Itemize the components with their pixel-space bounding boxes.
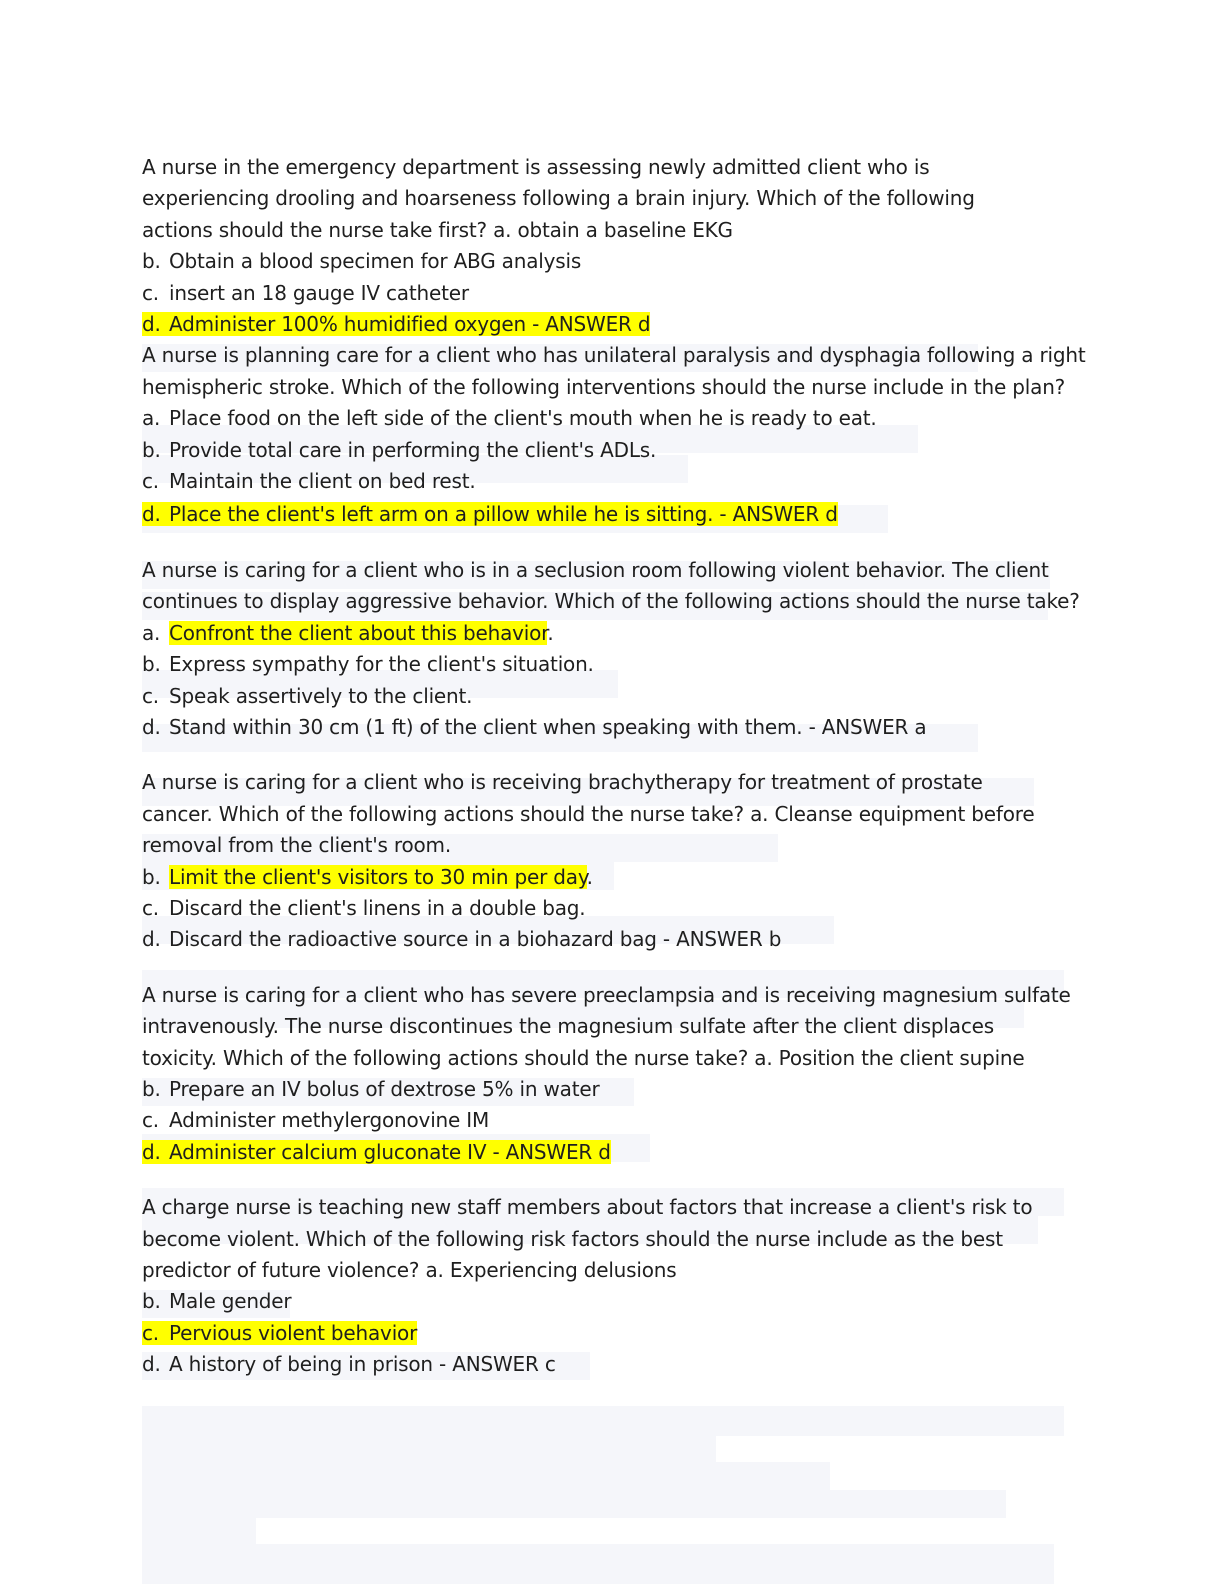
question-text-line: A charge nurse is teaching new staff members about factors that increase a client's risk to — [142, 1195, 1033, 1220]
shade-block — [142, 1436, 716, 1464]
document-body — [142, 152, 1086, 1381]
option-c: c. Speak assertively to the client. — [142, 683, 473, 708]
option-b: b. Prepare an IV bolus of dextrose 5% in water — [142, 1076, 600, 1101]
question-3 — [142, 555, 1082, 743]
question-text-line: A nurse is caring for a client who is receiving brachytherapy for treatment of prostate — [142, 770, 983, 795]
shade-block — [142, 1406, 1064, 1436]
option-b: b. Obtain a blood specimen for ABG analysis — [142, 249, 582, 274]
option-d-answer: d. Administer 100% humidified oxygen - ANSWER d — [142, 312, 651, 337]
shade-block — [142, 1462, 830, 1490]
question-text-line: hemispheric stroke. Which of the following interventions should the nurse include in the plan? — [142, 374, 1066, 399]
question-text-line: A nurse is caring for a client who has severe preeclampsia and is receiving magnesium sulfate — [142, 982, 1071, 1007]
option-d: d. Discard the radioactive source in a biohazard bag - ANSWER b — [142, 927, 782, 952]
shade-block — [142, 1544, 1054, 1584]
option-c: c. Administer methylergonovine IM — [142, 1108, 490, 1133]
question-1 — [142, 152, 1082, 340]
option-a: a. Place food on the left side of the client's mouth when he is ready to eat. — [142, 406, 877, 431]
option-c: c. Maintain the client on bed rest. — [142, 469, 476, 494]
option-d: d. A history of being in prison - ANSWER c — [142, 1352, 556, 1377]
question-5 — [142, 980, 1082, 1168]
question-4 — [142, 767, 1082, 955]
question-text-line: continues to display aggressive behavior. Which of the following actions should the nurse take? — [142, 589, 1080, 614]
option-d-answer: d. Administer calcium gluconate IV - ANSWER d — [142, 1139, 611, 1164]
option-d-answer: d. Place the client's left arm on a pillow while he is sitting. - ANSWER d — [142, 502, 838, 527]
option-c: c. Discard the client's linens in a double bag. — [142, 895, 586, 920]
question-text-line: A nurse is planning care for a client who has unilateral paralysis and dysphagia following a right — [142, 343, 1086, 368]
option-b: b. Limit the client's visitors to 30 min per day. — [142, 864, 593, 889]
question-text-line: A nurse in the emergency department is assessing newly admitted client who is — [142, 155, 930, 179]
question-text-line: toxicity. Which of the following actions should the nurse take? a. Position the client supine — [142, 1045, 1025, 1070]
option-d: d. Stand within 30 cm (1 ft) of the client when speaking with them. - ANSWER a — [142, 714, 927, 739]
question-text-line: intravenously. The nurse discontinues the magnesium sulfate after the client displaces — [142, 1014, 994, 1039]
question-6 — [142, 1192, 1082, 1380]
question-text-line: A nurse is caring for a client who is in a seclusion room following violent behavior. The client — [142, 557, 1049, 582]
option-b: b. Male gender — [142, 1289, 292, 1314]
option-a: a. Confront the client about this behavior. — [142, 620, 554, 645]
option-c: c. insert an 18 gauge IV catheter — [142, 280, 469, 305]
shade-block — [142, 1518, 256, 1546]
shade-block — [142, 1490, 1006, 1518]
question-text-line: cancer. Which of the following actions should the nurse take? a. Cleanse equipment before — [142, 801, 1035, 826]
question-text-line: experiencing drooling and hoarseness following a brain injury. Which of the following — [142, 186, 975, 211]
option-b: b. Express sympathy for the client's situation. — [142, 652, 594, 677]
question-2 — [142, 340, 1086, 530]
question-text-line: become violent. Which of the following risk factors should the nurse include as the best — [142, 1226, 1003, 1251]
question-text-line: predictor of future violence? a. Experiencing delusions — [142, 1258, 677, 1282]
option-c-answer: c. Pervious violent behavior — [142, 1320, 418, 1345]
question-text-line: removal from the client's room. — [142, 833, 451, 858]
question-text-line: actions should the nurse take first? a. obtain a baseline EKG — [142, 217, 733, 242]
option-b: b. Provide total care in performing the client's ADLs. — [142, 437, 657, 462]
